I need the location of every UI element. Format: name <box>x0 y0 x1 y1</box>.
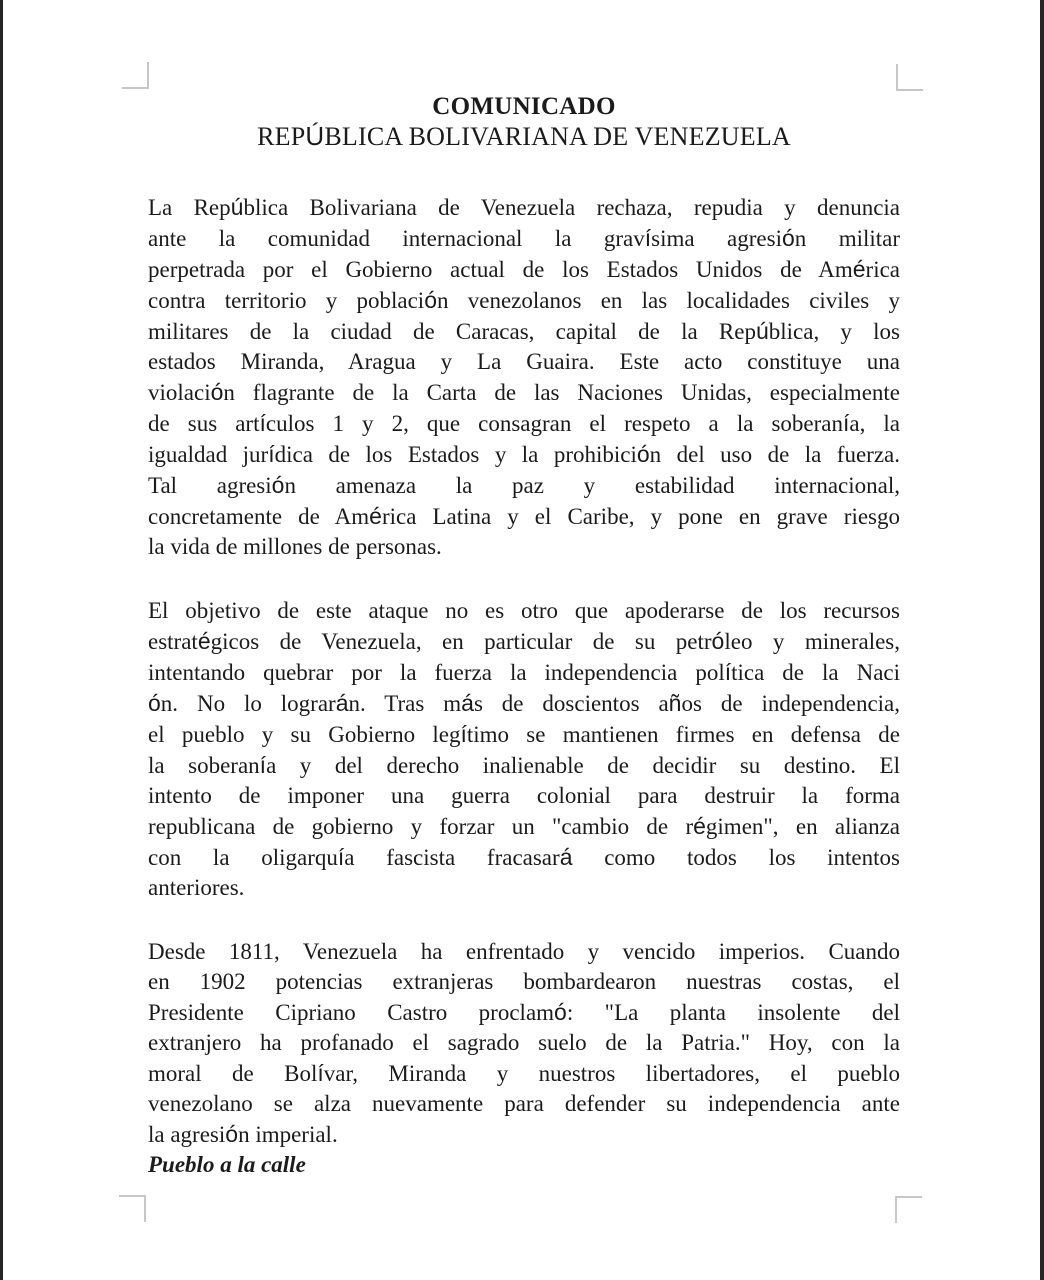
paragraph-line: Presidente Cipriano Castro proclamó: "La planta insolente del <box>148 999 901 1025</box>
paragraph-line: igualdad jurídica de los Estados y la prohibición del uso de la fuerza. <box>148 441 900 467</box>
paragraph-line: moral de Bolívar, Miranda y nuestros libertadores, el pueblo <box>148 1060 900 1086</box>
document-subtitle: REPÚBLICA BOLIVARIANA DE VENEZUELA <box>257 121 791 151</box>
paragraph-line: venezolano se alza nuevamente para defender su independencia ante <box>148 1091 900 1116</box>
paragraph-line: militares de la ciudad de Caracas, capital de la República, y los <box>148 318 900 344</box>
paragraph-line: concretamente de América Latina y el Caribe, y pone en grave riesgo <box>148 503 900 529</box>
paragraph-line: intento de imponer una guerra colonial para destruir la forma <box>148 783 900 808</box>
paragraph-line: Tal agresión amenaza la paz y estabilidad internacional, <box>148 472 900 498</box>
paragraph-line: El objetivo de este ataque no es otro que apoderarse de los recursos <box>148 598 900 623</box>
paragraph-line: republicana de gobierno y forzar un "cambio de régimen", en alianza <box>148 813 901 839</box>
corner-mark-top-left-icon <box>122 62 149 89</box>
paragraph-line: intentando quebrar por la fuerza la independencia política de la Naci <box>148 659 900 685</box>
document-title: COMUNICADO <box>432 93 616 120</box>
paragraph-line: la agresión imperial. <box>148 1121 338 1147</box>
paragraph <box>148 192 900 562</box>
paragraph-line: la soberanía y del derecho inalienable de decidir su destino. El <box>148 752 900 778</box>
corner-mark-bottom-right-icon <box>895 1196 922 1223</box>
paragraph <box>148 596 900 903</box>
photo-edge-right <box>1040 0 1044 1280</box>
corner-mark-top-right-icon <box>896 64 923 91</box>
paragraph-line: el pueblo y su Gobierno legítimo se mantienen firmes en defensa de <box>148 721 900 747</box>
paragraph-line: contra territorio y población venezolanos en las localidades civiles y <box>148 287 900 313</box>
paragraph-line: anteriores. <box>148 875 245 900</box>
document-paragraphs <box>148 192 900 1150</box>
photo-edge-left <box>0 0 3 1280</box>
paragraph-line: en 1902 potencias extranjeras bombardearon nuestras costas, el <box>148 969 900 994</box>
closing-slogan: Pueblo a la calle <box>148 1152 306 1177</box>
document-content <box>148 0 900 1180</box>
paragraph-line: La República Bolivariana de Venezuela rechaza, repudia y denuncia <box>148 194 901 220</box>
paragraph-line: estados Miranda, Aragua y La Guaira. Este acto constituye una <box>148 349 900 374</box>
paragraph-line: de sus artículos 1 y 2, que consagran el respeto a la soberanía, la <box>148 410 901 436</box>
paragraph <box>148 937 900 1150</box>
paragraph-line: estratégicos de Venezuela, en particular de su petróleo y minerales, <box>148 628 900 654</box>
paragraph-line: ón. No lo lograrán. Tras más de doscientos años de independencia, <box>148 690 901 716</box>
paragraph-line: con la oligarquía fascista fracasará como todos los intentos <box>148 844 900 870</box>
paragraph-line: extranjero ha profanado el sagrado suelo de la Patria." Hoy, con la <box>148 1030 900 1055</box>
paragraph-line: la vida de millones de personas. <box>148 534 442 559</box>
paragraph-line: perpetrada por el Gobierno actual de los Estados Unidos de América <box>148 256 900 282</box>
paragraph-line: Desde 1811, Venezuela ha enfrentado y vencido imperios. Cuando <box>148 939 900 964</box>
paragraph-line: ante la comunidad internacional la gravísima agresión militar <box>148 225 901 251</box>
paragraph-line: violación flagrante de la Carta de las Naciones Unidas, especialmente <box>148 379 900 405</box>
corner-mark-bottom-left-icon <box>119 1195 146 1222</box>
